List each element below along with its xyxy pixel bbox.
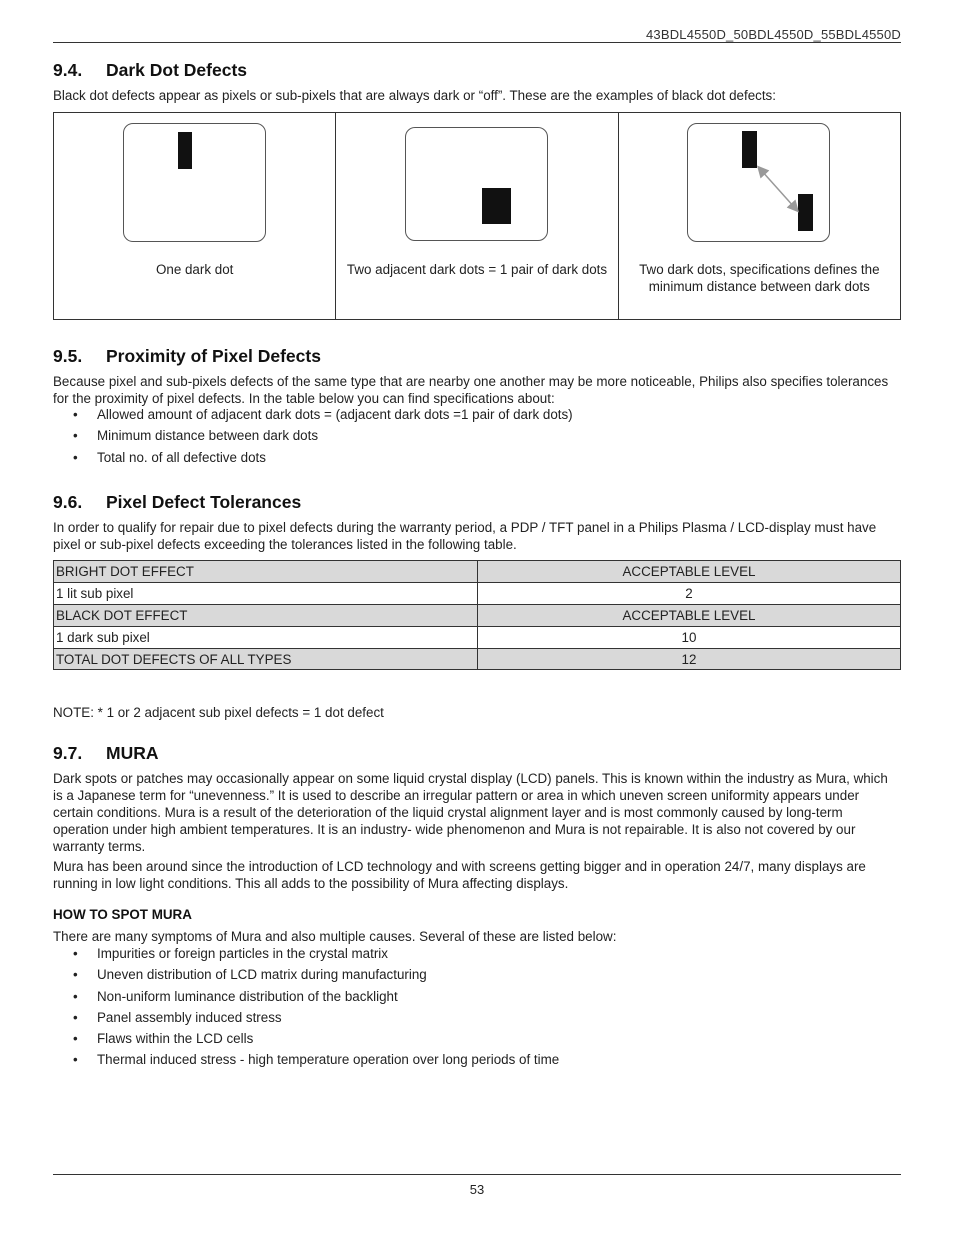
mura-paragraph-1: Dark spots or patches may occasionally appear on some liquid crystal display (LCD) panels. This is known within the industry as Mura, which is a Japanese term for “unevenness.” It is used to describe an irregular pattern or area in which uneven screen uniformity appears under certain conditions. Mura is a result of the deterioration of the liquid crystal alignment layer and is most commonly caused by long-term operation under high ambient temperatures. It is an industry- wide phenomenon and Mura is not repairable. It is also not covered by our warranty terms.: [53, 771, 888, 854]
section-heading-mura: [53, 742, 159, 764]
tolerances-intro: In order to qualify for repair due to pixel defects during the warranty period, a PDP / TFT panel in a Philips Plasma / LCD-display must have pixel or sub-pixel defects exceeding the tolerances listed in the following table.: [53, 520, 877, 552]
footer-divider: [53, 1174, 901, 1175]
table-row: [54, 626, 901, 648]
screen-illustration: [687, 123, 830, 242]
screen-illustration: [405, 127, 548, 241]
list-item: [53, 988, 901, 1009]
table-cell-value: 12: [478, 648, 901, 670]
table-cell-label: TOTAL DOT DEFECTS OF ALL TYPES: [54, 648, 478, 670]
section-number: 9.5.: [53, 346, 83, 366]
table-row: [54, 604, 901, 626]
list-item-text: Thermal induced stress - high temperature operation over long periods of time: [97, 1052, 560, 1068]
list-item-text: Non-uniform luminance distribution of the backlight: [97, 988, 398, 1004]
list-item-text: Minimum distance between dark dots: [97, 428, 319, 444]
list-item: [53, 427, 901, 448]
pixel-defect-tolerance-table: [53, 560, 901, 670]
bullet-icon: •: [73, 428, 78, 444]
bullet-icon: •: [73, 407, 78, 422]
adjacent-dark-dots: [482, 188, 511, 224]
bullet-icon: •: [73, 449, 78, 465]
list-item: [53, 1009, 901, 1030]
distance-arrow-icon: [688, 124, 831, 243]
list-item-text: Impurities or foreign particles in the crystal matrix: [97, 946, 388, 961]
list-item-text: Uneven distribution of LCD matrix during manufacturing: [97, 967, 427, 983]
example-two-adjacent-dots: [336, 113, 618, 319]
table-cell-label: BRIGHT DOT EFFECT: [54, 561, 478, 583]
example-dot-distance: [619, 113, 900, 319]
table-cell-value: ACCEPTABLE LEVEL: [478, 561, 901, 583]
table-cell-value: 10: [478, 626, 901, 648]
document-model-header: 43BDL4550D_50BDL4550D_55BDL4550D: [645, 27, 901, 42]
section-number: 9.7.: [53, 743, 83, 763]
bullet-icon: •: [73, 988, 78, 1004]
example-caption: Two adjacent dark dots = 1 pair of dark dots: [346, 262, 608, 277]
table-cell-value: ACCEPTABLE LEVEL: [478, 604, 901, 626]
section-title: Pixel Defect Tolerances: [106, 492, 302, 512]
list-item: [53, 1030, 901, 1051]
list-item: [53, 406, 901, 427]
section-title: Proximity of Pixel Defects: [106, 346, 321, 366]
section-number: 9.4.: [53, 60, 83, 80]
section-number: 9.6.: [53, 492, 83, 512]
table-row: [54, 561, 901, 583]
how-to-spot-mura-heading: HOW TO SPOT MURA: [53, 907, 192, 922]
table-cell-label: 1 lit sub pixel: [54, 582, 478, 604]
proximity-bullet-list: [53, 406, 901, 470]
list-item: [53, 945, 901, 966]
section-title: Dark Dot Defects: [106, 60, 248, 80]
dark-dot-examples-table: [53, 112, 901, 320]
section-heading-proximity: [53, 345, 321, 367]
dark-dot: [178, 132, 192, 169]
table-row: [54, 648, 901, 670]
example-caption: One dark dot: [155, 262, 234, 277]
proximity-intro: Because pixel and sub-pixels defects of the same type that are nearby one another may be more noticeable, Philips also specifies tolerances for the proximity of pixel defects. In the table below you can find specifications about:: [53, 374, 889, 406]
bullet-icon: •: [73, 1052, 78, 1068]
example-caption: Two dark dots, specifications defines the minimum distance between dark dots: [639, 262, 880, 294]
table-cell-value: 2: [478, 582, 901, 604]
mura-causes-list: [53, 945, 901, 1073]
page-number: 53: [469, 1182, 485, 1197]
list-item: [53, 1051, 901, 1072]
screen-illustration: [123, 123, 266, 242]
section-heading-dark-dot: [53, 59, 247, 81]
list-item-text: Allowed amount of adjacent dark dots = (adjacent dark dots =1 pair of dark dots): [97, 407, 573, 422]
example-one-dark-dot: [54, 113, 336, 319]
header-divider: [53, 42, 901, 43]
list-item: [53, 966, 901, 987]
section-heading-tolerances: [53, 491, 301, 513]
list-item: [53, 449, 901, 470]
bullet-icon: •: [73, 1009, 78, 1025]
bullet-icon: •: [73, 1031, 78, 1047]
tolerance-note: NOTE: * 1 or 2 adjacent sub pixel defects = 1 dot defect: [53, 705, 384, 720]
mura-symptoms-intro: There are many symptoms of Mura and also multiple causes. Several of these are listed below:: [53, 929, 617, 944]
bullet-icon: •: [73, 967, 78, 983]
section-title: MURA: [106, 743, 159, 763]
bullet-icon: •: [73, 946, 78, 961]
list-item-text: Total no. of all defective dots: [97, 449, 266, 465]
dark-dot-intro: Black dot defects appear as pixels or sub-pixels that are always dark or “off”. These are the examples of black dot defects:: [53, 88, 776, 103]
mura-paragraph-2: Mura has been around since the introduction of LCD technology and with screens getting bigger and in operation 24/7, many displays are running in low light conditions. This all adds to the possibility of Mura affecting displays.: [53, 859, 866, 891]
table-cell-label: 1 dark sub pixel: [54, 626, 478, 648]
table-cell-label: BLACK DOT EFFECT: [54, 604, 478, 626]
list-item-text: Panel assembly induced stress: [97, 1009, 282, 1025]
list-item-text: Flaws within the LCD cells: [97, 1031, 254, 1047]
table-row: [54, 582, 901, 604]
